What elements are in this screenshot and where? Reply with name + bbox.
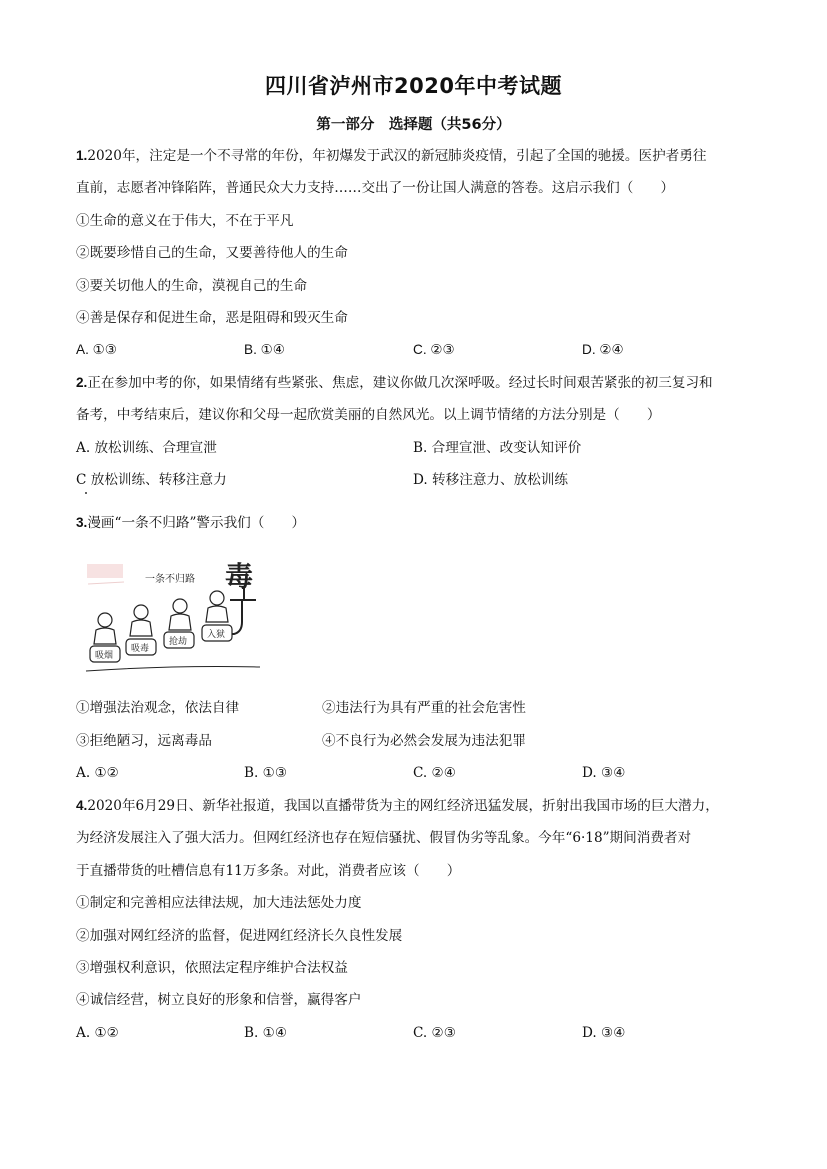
question-4-item-4: ④诚信经营，树立良好的形象和信誉，赢得客户	[76, 992, 362, 1008]
question-1-item-4: ④善是保存和促进生命，恶是阻碍和毁灭生命	[76, 310, 348, 326]
question-4-number: 4.	[76, 798, 88, 813]
sign-2: 吸毒	[131, 644, 150, 654]
question-3-item-3: ③拒绝陋习，远离毒品	[76, 733, 212, 749]
sign-4: 入狱	[207, 630, 226, 640]
question-3-item-1: ①增强法治观念，依法自律	[76, 700, 240, 716]
question-4-line-1: 4.2020年6月29日、新华社报道，我国以直播带货为主的网红经济迅猛发展，折射出我国市场的巨大潜力，	[76, 798, 719, 814]
cartoon-image	[84, 548, 260, 675]
sign-1: 吸烟	[95, 651, 114, 661]
section-title: 第一部分 选择题（共56分）	[316, 117, 511, 133]
question-1-option-a[interactable]: A. ①③	[76, 342, 117, 357]
question-3-number: 3.	[76, 515, 88, 530]
question-1-item-2: ②既要珍惜自己的生命，又要善待他人的生命	[76, 245, 348, 261]
cartoon-caption: 一条不归路	[145, 574, 195, 585]
question-3-option-a[interactable]: A. ①②	[76, 765, 119, 781]
question-4-item-3: ③增强权利意识，依照法定程序维护合法权益	[76, 960, 348, 976]
question-3-item-4: ④不良行为必然会发展为违法犯罪	[322, 733, 526, 749]
question-3-option-d[interactable]: D. ③④	[582, 765, 626, 781]
question-4-item-2: ②加强对网红经济的监督，促进网红经济长久良性发展	[76, 928, 403, 944]
question-4-line-2: 为经济发展注入了强大活力。但网红经济也存在短信骚扰、假冒伪劣等乱象。今年“6·18”期间消费者对	[76, 830, 692, 846]
question-1-option-d[interactable]: D. ②④	[582, 342, 624, 357]
question-2-option-b[interactable]: B. 合理宣泄、改变认知评价	[413, 440, 582, 456]
question-1-line-1: 1.2020年，注定是一个不寻常的年份，年初爆发于武汉的新冠肺炎疫情，引起了全国的驰援。医护者勇往	[76, 148, 707, 164]
question-3-item-2: ②违法行为具有严重的社会危害性	[322, 700, 526, 716]
question-3-option-c[interactable]: C. ②④	[413, 765, 456, 781]
question-2-option-a[interactable]: A. 放松训练、合理宣泄	[76, 440, 217, 456]
question-1-line-2: 直前，志愿者冲锋陷阵，普通民众大力支持……交出了一份让国人满意的答卷。这启示我们（ ）	[76, 180, 675, 196]
question-1-item-1: ①生命的意义在于伟大，不在于平凡	[76, 213, 294, 229]
question-2-number: 2.	[76, 375, 88, 390]
question-4-option-d[interactable]: D. ③④	[582, 1025, 626, 1041]
question-1-item-3: ③要关切他人的生命，漠视自己的生命	[76, 278, 308, 294]
question-1-option-c[interactable]: C. ②③	[413, 342, 455, 357]
stray-dot	[85, 492, 87, 494]
question-1-number: 1.	[76, 148, 88, 163]
poison-character: 毒	[225, 560, 254, 593]
question-4-option-c[interactable]: C. ②③	[413, 1025, 456, 1041]
question-2-option-d[interactable]: D. 转移注意力、放松训练	[413, 472, 568, 488]
question-4-option-b[interactable]: B. ①④	[244, 1025, 288, 1041]
question-3-option-b[interactable]: B. ①③	[244, 765, 288, 781]
question-4-item-1: ①制定和完善相应法律法规，加大违法惩处力度	[76, 895, 362, 911]
sign-3: 抢劫	[169, 637, 188, 647]
question-4-line-3: 于直播带货的吐槽信息有11万多条。对此，消费者应该（ ）	[76, 863, 461, 879]
question-1-option-b[interactable]: B. ①④	[244, 342, 285, 357]
question-2-line-1: 2.正在参加中考的你，如果情绪有些紧张、焦虑，建议你做几次深呼吸。经过长时间艰苦紧张的初三复习和	[76, 375, 713, 391]
question-3-line-1: 3.漫画“一条不归路”警示我们（ ）	[76, 515, 306, 531]
stamp-mark	[87, 564, 123, 578]
question-2-line-2: 备考，中考结束后，建议你和父母一起欣赏美丽的自然风光。以上调节情绪的方法分别是（ ）	[76, 407, 661, 423]
question-2-option-c[interactable]: C 放松训练、转移注意力	[76, 472, 227, 488]
question-4-option-a[interactable]: A. ①②	[76, 1025, 119, 1041]
page-title: 四川省泸州市2020年中考试题	[265, 74, 562, 98]
